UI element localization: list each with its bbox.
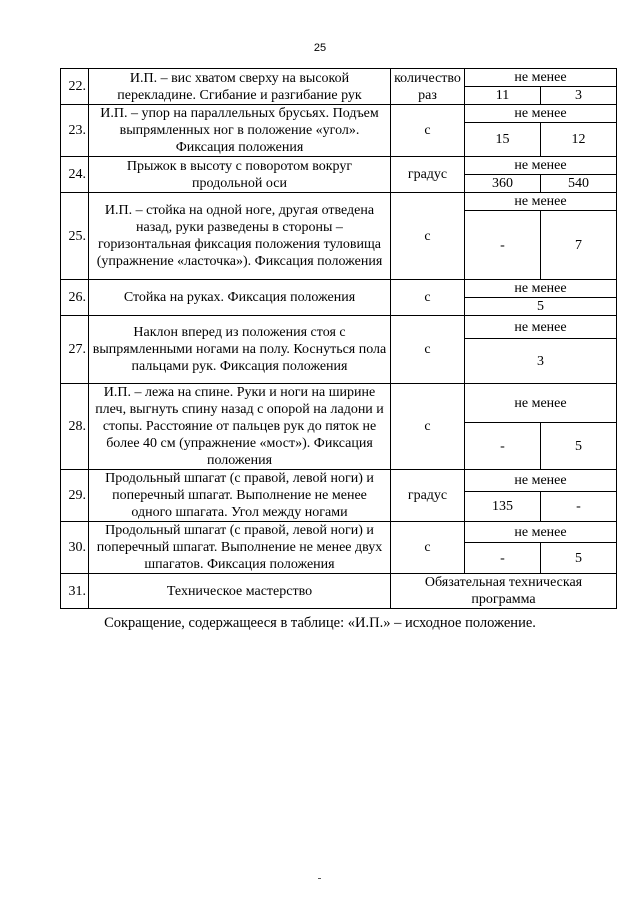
value-cell: 5 <box>541 423 617 470</box>
row-number: 28. <box>61 384 89 470</box>
unit-cell: количество раз <box>391 69 465 105</box>
row-number: 25. <box>61 193 89 280</box>
program-cell: Обязательная техническая программа <box>391 574 617 609</box>
footnote: Сокращение, содержащееся в таблице: «И.П.» – исходное положение. <box>104 615 536 631</box>
value-cell: 540 <box>541 175 617 193</box>
not-less-header: не менее <box>465 316 617 339</box>
row-number: 26. <box>61 280 89 316</box>
value-cell: 11 <box>465 87 541 105</box>
scan-mark <box>318 878 321 879</box>
exercise-name: И.П. – упор на параллельных брусьях. Подъем выпрямленных ног в положение «угол». Фиксация положения <box>89 105 391 157</box>
value-cell: 12 <box>541 123 617 157</box>
exercise-name: И.П. – стойка на одной ноге, другая отведена назад, руки разведены в стороны – горизонтальная фиксация положения туловища (упражнение «ласточка»). Фиксация положения <box>89 193 391 280</box>
not-less-header: не менее <box>465 280 617 298</box>
table-row <box>61 316 617 339</box>
exercise-name: Продольный шпагат (с правой, левой ноги) и поперечный шпагат. Выполнение не менее одного шпагата. Угол между ногами <box>89 470 391 522</box>
exercise-name: Прыжок в высоту с поворотом вокруг продольной оси <box>89 157 391 193</box>
exercise-name: Продольный шпагат (с правой, левой ноги) и поперечный шпагат. Выполнение не менее двух шпагатов. Фиксация положения <box>89 522 391 574</box>
table-row <box>61 157 617 175</box>
table-row <box>61 105 617 123</box>
table-row <box>61 280 617 298</box>
row-number: 24. <box>61 157 89 193</box>
row-number: 22. <box>61 69 89 105</box>
row-number: 31. <box>61 574 89 609</box>
unit-cell: с <box>391 105 465 157</box>
value-cell: - <box>541 491 617 521</box>
unit-cell: градус <box>391 470 465 522</box>
table-row <box>61 384 617 423</box>
not-less-header: не менее <box>465 105 617 123</box>
value-cell: - <box>465 543 541 574</box>
not-less-header: не менее <box>465 157 617 175</box>
value-cell: 360 <box>465 175 541 193</box>
table-row <box>61 193 617 211</box>
exercise-name: И.П. – вис хватом сверху на высокой перекладине. Сгибание и разгибание рук <box>89 69 391 105</box>
unit-cell: градус <box>391 157 465 193</box>
not-less-header: не менее <box>465 522 617 543</box>
not-less-header: не менее <box>465 69 617 87</box>
row-number: 23. <box>61 105 89 157</box>
row-number: 30. <box>61 522 89 574</box>
unit-cell: с <box>391 316 465 384</box>
table-row <box>61 522 617 543</box>
unit-cell: с <box>391 193 465 280</box>
exercise-name: И.П. – лежа на спине. Руки и ноги на ширине плеч, выгнуть спину назад с опорой на ладони и стопы. Расстояние от пальцев рук до пяток не более 40 см (упражнение «мост»). Фиксация положения <box>89 384 391 470</box>
exercise-name: Стойка на руках. Фиксация положения <box>89 280 391 316</box>
norms-table <box>60 68 617 609</box>
value-cell: 5 <box>465 298 617 316</box>
value-cell: 15 <box>465 123 541 157</box>
not-less-header: не менее <box>465 384 617 423</box>
exercise-name: Наклон вперед из положения стоя с выпрямленными ногами на полу. Коснуться пола пальцами рук. Фиксация положения <box>89 316 391 384</box>
value-cell: - <box>465 211 541 280</box>
value-cell: 7 <box>541 211 617 280</box>
row-number: 29. <box>61 470 89 522</box>
value-cell: 135 <box>465 491 541 521</box>
table-row <box>61 574 617 609</box>
table-row <box>61 69 617 87</box>
unit-cell: с <box>391 522 465 574</box>
table-row <box>61 470 617 492</box>
unit-cell: с <box>391 280 465 316</box>
value-cell: 5 <box>541 543 617 574</box>
value-cell: - <box>465 423 541 470</box>
page-number: 25 <box>313 42 327 54</box>
row-number: 27. <box>61 316 89 384</box>
unit-cell: с <box>391 384 465 470</box>
not-less-header: не менее <box>465 193 617 211</box>
value-cell: 3 <box>541 87 617 105</box>
not-less-header: не менее <box>465 470 617 492</box>
exercise-name: Техническое мастерство <box>89 574 391 609</box>
value-cell: 3 <box>465 339 617 384</box>
